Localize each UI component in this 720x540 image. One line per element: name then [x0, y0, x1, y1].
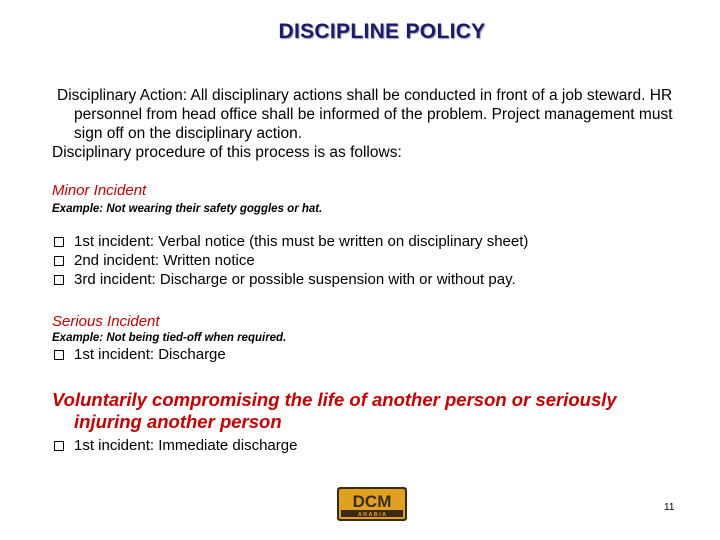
list-item: [52, 345, 226, 364]
checkbox-bullet-icon: [54, 275, 64, 285]
list-item: [52, 436, 297, 455]
checkbox-bullet-icon: [54, 350, 64, 360]
page-title: DISCIPLINE POLICY: [278, 20, 486, 43]
serious-incident-list: [52, 345, 226, 364]
voluntary-heading: [52, 389, 692, 433]
checkbox-bullet-icon: [54, 441, 64, 451]
dcm-arabia-logo: [336, 486, 408, 522]
minor-incident-heading: Minor Incident: [52, 182, 147, 199]
list-item-text: 1st incident: Verbal notice (this must be written on disciplinary sheet): [74, 233, 529, 250]
svg-text:DCM: DCM: [352, 492, 392, 511]
list-item: [52, 251, 528, 270]
intro-procedure: Disciplinary procedure of this process is as follows:: [52, 144, 402, 161]
list-item: [52, 270, 528, 289]
voluntary-list: [52, 436, 297, 455]
voluntary-heading-line1: Voluntarily compromising the life of another person or seriously: [52, 389, 617, 410]
list-item-text: 1st incident: Discharge: [74, 346, 226, 363]
voluntary-heading-line2: injuring another person: [74, 411, 282, 432]
intro-paragraph: Disciplinary Action: All disciplinary actions shall be conducted in front of a job steward. HR personnel from head office shall be informed of the problem. Project management must sign off on the disciplinary action.: [57, 87, 673, 142]
intro-text: [52, 86, 702, 162]
list-item: [52, 232, 528, 251]
serious-incident-example: Example: Not being tied-off when required.: [52, 332, 287, 344]
serious-incident-heading: Serious Incident: [52, 313, 160, 330]
list-item-text: 2nd incident: Written notice: [74, 252, 255, 269]
list-item-text: 3rd incident: Discharge or possible suspension with or without pay.: [74, 271, 516, 288]
list-item-text: 1st incident: Immediate discharge: [74, 437, 298, 454]
checkbox-bullet-icon: [54, 256, 64, 266]
svg-text:A R A B I A: A R A B I A: [357, 512, 387, 518]
minor-incident-example: Example: Not wearing their safety goggles or hat.: [52, 203, 323, 215]
page-number: 11: [664, 502, 675, 513]
checkbox-bullet-icon: [54, 237, 64, 247]
minor-incident-list: [52, 232, 528, 289]
